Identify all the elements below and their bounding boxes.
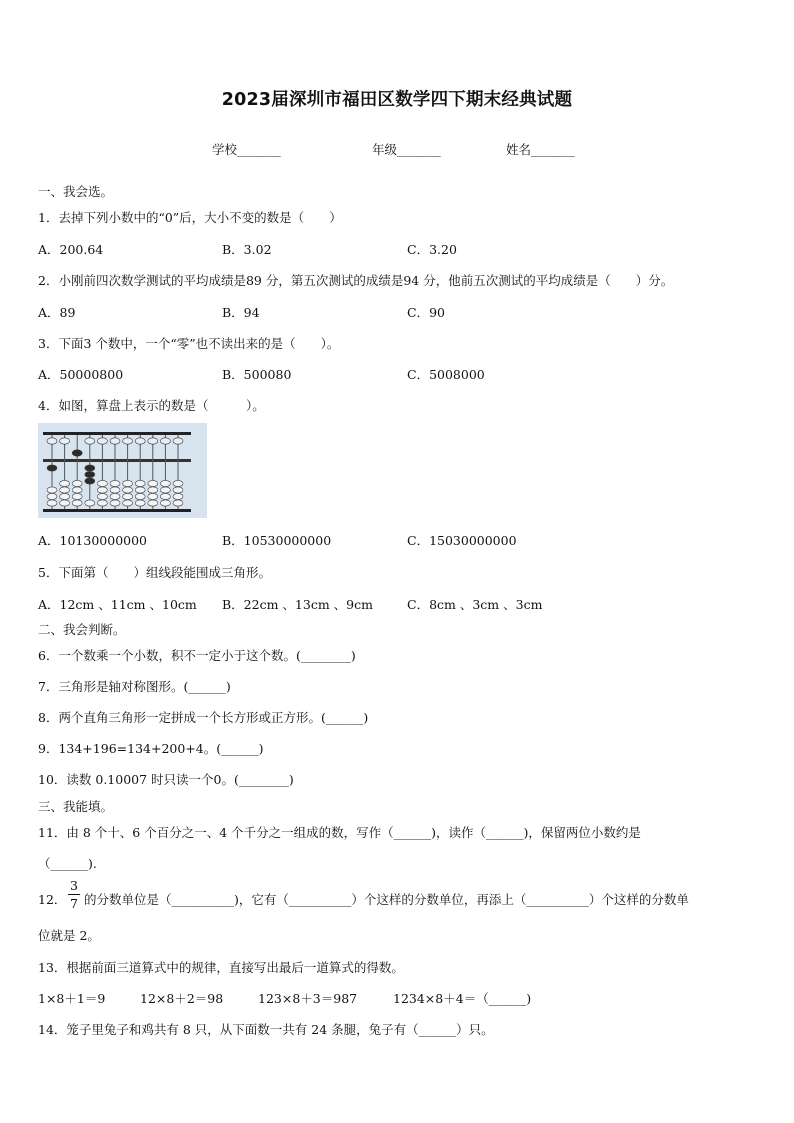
abacus-lower-bead [160, 500, 170, 506]
abacus-lower-bead [85, 471, 95, 477]
q4-option-c: C．15030000000 [407, 533, 517, 548]
question-12-line-1: 的分数单位是（__________)，它有（__________）个这样的分数单位，再添上（__________）个这样的分数单 [84, 892, 689, 907]
abacus-lower-bead [47, 500, 57, 506]
question-11-line-2: （______). [38, 856, 97, 871]
abacus-lower-bead [60, 493, 70, 499]
abacus-lower-bead [173, 480, 183, 486]
question-12-number: 12． [38, 892, 67, 907]
abacus-upper-bead [85, 438, 95, 444]
abacus-lower-bead [173, 487, 183, 493]
abacus-lower-bead [123, 500, 133, 506]
abacus-upper-bead [173, 438, 183, 444]
abacus-lower-bead [72, 487, 82, 493]
abacus-lower-bead [173, 493, 183, 499]
abacus-lower-bead [72, 480, 82, 486]
abacus-lower-bead [97, 493, 107, 499]
abacus-lower-bead [110, 487, 120, 493]
abacus-lower-bead [85, 478, 95, 484]
q2-option-a: A．89 [38, 305, 76, 320]
q2-option-c: C．90 [407, 305, 445, 320]
question-9: 9．134+196=134+200+4。(______) [38, 741, 264, 756]
q13-equation-3: 123×8＋3＝987 [258, 991, 358, 1006]
question-14: 14．笼子里兔子和鸡共有 8 只，从下面数一共有 24 条腿，兔子有（______）只。 [38, 1022, 494, 1037]
abacus-lower-bead [60, 487, 70, 493]
abacus-upper-bead [97, 438, 107, 444]
abacus-lower-bead [60, 480, 70, 486]
q4-option-b: B．10530000000 [222, 533, 332, 548]
question-3: 3．下面3 个数中，一个“零”也不读出来的是（ ）。 [38, 336, 340, 351]
q13-equation-1: 1×8＋1＝9 [38, 991, 106, 1006]
section-heading-fill: 三、我能填。 [38, 799, 114, 814]
abacus-lower-bead [135, 487, 145, 493]
q3-option-a: A．50000800 [38, 367, 124, 382]
q1-option-c: C．3.20 [407, 242, 457, 257]
question-6: 6．一个数乘一个小数，积不一定小于这个数。(________) [38, 648, 356, 663]
abacus-lower-bead [160, 487, 170, 493]
abacus-lower-bead [135, 493, 145, 499]
school-field: 学校_______ [212, 142, 281, 157]
abacus-lower-bead [110, 480, 120, 486]
question-4: 4．如图，算盘上表示的数是（ ）。 [38, 398, 265, 413]
abacus-bottom-bar [43, 509, 191, 512]
abacus-lower-bead [135, 480, 145, 486]
abacus-lower-bead [148, 480, 158, 486]
q13-equation-4: 1234×8＋4＝（______) [393, 991, 532, 1006]
abacus-lower-bead [123, 480, 133, 486]
abacus-lower-bead [123, 487, 133, 493]
fraction-denominator: 7 [70, 896, 78, 911]
abacus-lower-bead [60, 500, 70, 506]
abacus-lower-bead [135, 500, 145, 506]
abacus-upper-bead [72, 450, 82, 456]
abacus-lower-bead [47, 487, 57, 493]
question-2: 2．小刚前四次数学测试的平均成绩是89 分，第五次测试的成绩是94 分，他前五次测试的平均成绩是（ ）分。 [38, 273, 674, 288]
abacus-lower-bead [72, 500, 82, 506]
abacus-lower-bead [160, 493, 170, 499]
abacus-drawing [38, 423, 207, 518]
abacus-lower-bead [110, 493, 120, 499]
abacus-lower-bead [47, 465, 57, 471]
section-heading-choice: 一、我会选。 [38, 184, 114, 199]
q1-option-a: A．200.64 [38, 242, 104, 257]
abacus-lower-bead [85, 500, 95, 506]
fraction-three-sevenths [68, 878, 80, 911]
question-7: 7．三角形是轴对称图形。(______) [38, 679, 231, 694]
q1-option-b: B．3.02 [222, 242, 272, 257]
grade-field: 年级_______ [372, 142, 441, 157]
abacus-lower-bead [72, 493, 82, 499]
q5-option-a: A．12cm 、11cm 、10cm [38, 597, 197, 612]
abacus-upper-bead [47, 438, 57, 444]
abacus-lower-bead [173, 500, 183, 506]
abacus-lower-bead [97, 480, 107, 486]
question-12-line-2: 位就是 2。 [38, 928, 100, 943]
abacus-upper-bead [123, 438, 133, 444]
q3-option-b: B．500080 [222, 367, 292, 382]
fraction-numerator: 3 [70, 878, 78, 893]
question-13: 13．根据前面三道算式中的规律，直接写出最后一道算式的得数。 [38, 960, 404, 975]
abacus-upper-bead [60, 438, 70, 444]
q5-option-c: C．8cm 、3cm 、3cm [407, 597, 543, 612]
page-title: 2023届深圳市福田区数学四下期末经典试题 [221, 90, 573, 110]
q13-equation-2: 12×8＋2＝98 [140, 991, 224, 1006]
name-field: 姓名_______ [506, 142, 575, 157]
abacus-lower-bead [148, 487, 158, 493]
abacus-upper-bead [148, 438, 158, 444]
section-heading-judge: 二、我会判断。 [38, 622, 126, 637]
abacus-lower-bead [47, 493, 57, 499]
abacus-lower-bead [160, 480, 170, 486]
abacus-upper-bead [110, 438, 120, 444]
abacus-lower-bead [123, 493, 133, 499]
abacus-lower-bead [97, 500, 107, 506]
abacus-image [38, 423, 207, 518]
abacus-upper-bead [160, 438, 170, 444]
abacus-lower-bead [148, 500, 158, 506]
abacus-top-bar [43, 432, 191, 435]
q3-option-c: C．5008000 [407, 367, 485, 382]
abacus-lower-bead [85, 465, 95, 471]
question-11-line-1: 11．由 8 个十、6 个百分之一、4 个千分之一组成的数，写作（______)，读作（______)，保留两位小数约是 [38, 825, 641, 840]
q4-option-a: A．10130000000 [38, 533, 148, 548]
abacus-lower-bead [148, 493, 158, 499]
question-10: 10．读数 0.10007 时只读一个0。(________) [38, 772, 294, 787]
abacus-lower-bead [110, 500, 120, 506]
abacus-upper-bead [135, 438, 145, 444]
abacus-lower-bead [97, 487, 107, 493]
abacus-beam [43, 459, 191, 462]
q5-option-b: B．22cm 、13cm 、9cm [222, 597, 373, 612]
question-5: 5．下面第（ ）组线段能围成三角形。 [38, 565, 271, 580]
question-8: 8．两个直角三角形一定拼成一个长方形或正方形。(______) [38, 710, 369, 725]
fraction-bar [68, 894, 80, 895]
question-1: 1．去掉下列小数中的“0”后，大小不变的数是（ ） [38, 210, 342, 225]
q2-option-b: B．94 [222, 305, 260, 320]
